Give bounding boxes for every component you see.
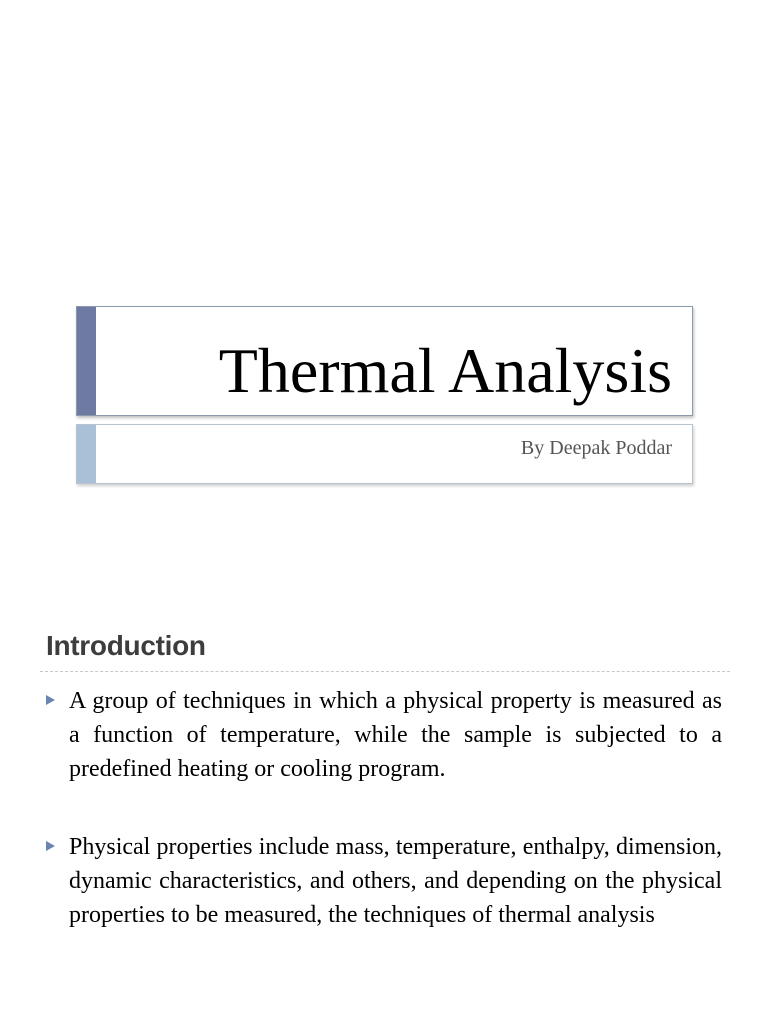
bullet-text: A group of techniques in which a physical property is measured as a function of temperature, while the sample is subjected to a predefined heating or cooling program. — [69, 688, 722, 782]
right-triangle-bullet-icon — [46, 841, 55, 851]
title-accent-bar — [77, 307, 96, 415]
bullet-item — [46, 830, 722, 932]
bullet-list — [46, 684, 722, 976]
subtitle-accent-bar — [77, 425, 96, 483]
right-triangle-bullet-icon — [46, 695, 55, 705]
title-box — [76, 306, 693, 416]
slide-heading: Introduction — [46, 630, 206, 661]
slide-subtitle: By Deepak Poddar — [520, 437, 672, 459]
bullet-text: Physical properties include mass, temperature, enthalpy, dimension, dynamic characteristics, and others, and depending on the physical properties to be measured, the techniques of thermal analysis — [69, 834, 722, 928]
subtitle-box — [76, 424, 693, 484]
slide-title: Thermal Analysis — [218, 335, 672, 406]
bullet-item — [46, 684, 722, 786]
introduction-slide — [0, 576, 768, 1024]
heading-divider — [40, 671, 730, 672]
